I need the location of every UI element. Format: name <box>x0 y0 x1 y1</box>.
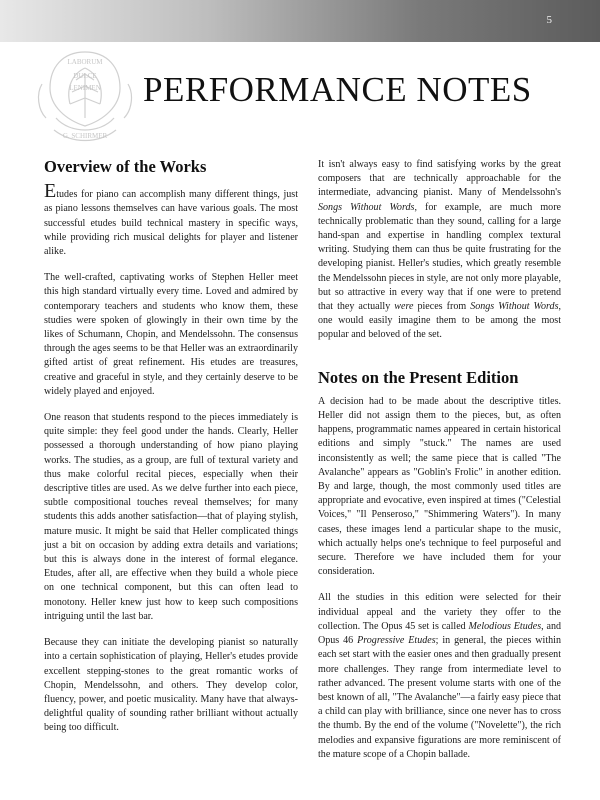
overview-paragraph-1-text: tudes for piano can accomplish many different things, just as piano lessons themselves can have various goals. The most successful etudes build technical mastery in specific ways, while providing rich musical delights for player and listener alike. <box>44 189 298 258</box>
seal-name-band: G. SCHIRMER <box>62 132 108 140</box>
page-number: 5 <box>546 14 552 26</box>
overview-paragraph-2: The well-crafted, captivating works of Stephen Heller meet this high standard virtually every time. Loved and admired by contemporary teachers and students who know them, these studies were spoken of glowingly in their own time by the likes of Schumann, Chopin, and Mendelssohn. The consensus through the ages seems to be that Heller was an extraordinarily gifted artist of great refinement. His etudes are treasures, creative and graceful in style, and they certainly deserve to be widely played and enjoyed. <box>44 272 298 397</box>
publisher-seal-logo <box>36 44 134 152</box>
overview-paragraph-1 <box>44 180 298 259</box>
overview-paragraph-4: Because they can initiate the developing pianist so naturally into a certain sophistication of playing, Heller's etudes provide excellent stepping-stones to the great romantic works of Chopin, Mendelssohn, and others. They develop color, fluency, power, and poetic musicality. Many have that always-delightful quality of sounding rather brilliant without actually being too difficult. <box>44 637 298 734</box>
overview-paragraph-5: It isn't always easy to find satisfying works by the great composers that are technically approachable for the intermediate, advancing pianist. Many of Mendelssohn's Songs Without Words, for example, are much more technically problematic than they sound, calling for a large hand-span and expertise in handling complex textural writing. Studying them can thus be quite frustrating for the developing pianist. Heller's studies, which greatly resemble the Mendelssohn pieces in style, are not only more playable, but so attractive in every way that if one were to pretend that they actually were pieces from Songs Without Words, one would easily imagine them to be among the most popular and beloved of the set. <box>318 159 562 341</box>
edition-paragraph-1: A decision had to be made about the descriptive titles. Heller did not assign them to the pieces, but, as often happens, programmatic names appeared in certain historical editions and simply "stuck." The names are used inconsistently as well; the same piece that is called "The Avalanche" appears as "Goblin's Frolic" in another edition. By and large, though, the most commonly used titles are appropriate and evocative, even inspired at times ("Celestial Voices," "Il Penseroso," "Shimmering Waters"). In many cases, these images lend a particular shape to the music, which actually helps one's technique to feel purposeful and secure. Therefore we have included them for your consideration. <box>318 395 561 578</box>
page-title: PERFORMANCE NOTES <box>143 70 532 109</box>
edition-paragraph-2: All the studies in this edition were selected for their individual appeal and the variety they offer to the collection. The Opus 45 set is called Melodious Etudes, and Opus 46 Progressive Etudes; in general, the pieces within each set start with the easier ones and then gradually present more challenges. They range from intermediate level to rather advanced. The present volume starts with one of the best known of all, "The Avalanche"—a fairly easy piece that a child can play with brilliance, since one never has to cross the thumb. By the end of the volume ("Novelette"), the rich melodies and expansive figurations are more reminiscent of the mature scope of a Chopin ballade. <box>318 592 561 760</box>
right-column <box>318 158 561 774</box>
overview-heading: Overview of the Works <box>44 157 207 176</box>
overview-paragraph-3: One reason that students respond to the pieces immediately is quite simple: they feel good under the hands. Clearly, Heller possessed a thorough understanding of how piano playing works. The studies, as a group, are full of textural variety and thus make colorful recital pieces, especially when their descriptive titles are used. As we delve further into each piece, subtle compositional touches reveal themselves; for many students this adds another satisfaction—that of playing stylish, mature music. It might be said that Heller complicated things just a bit on occasion by adding extra details and variations; but this is always done in the interest of formal elegance. Etudes, after all, are effective when they build a whole piece on one technical component, but this can often lead to monotony. Heller knew just how to keep such compositions intriguing until the last bar. <box>44 412 298 622</box>
drop-cap: E <box>44 180 57 203</box>
seal-motto-mid: DULCE <box>73 72 97 80</box>
edition-heading: Notes on the Present Edition <box>318 367 519 387</box>
seal-motto-top: LABORUM <box>67 58 103 66</box>
seal-motto-low: LENIMEN <box>69 84 101 92</box>
header-band <box>0 0 600 42</box>
left-column <box>44 157 298 748</box>
